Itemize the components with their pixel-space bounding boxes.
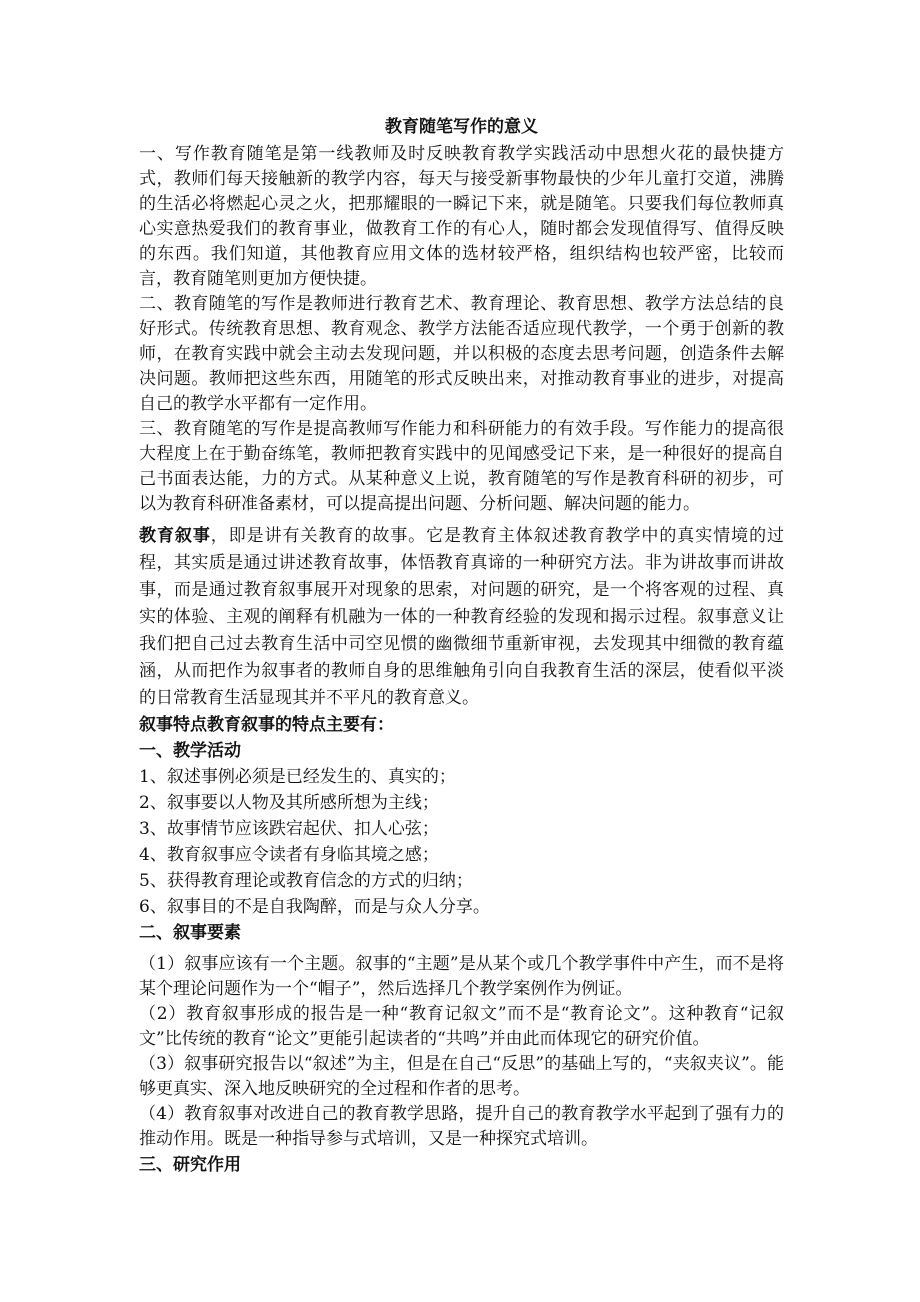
element-item-4: （4）教育叙事对改进自己的教育教学思路，提升自己的教育教学水平起到了强有力的推动作用。既是一种指导参与式培训，又是一种探究式培训。 xyxy=(139,1104,784,1149)
element-item-1: （1）叙事应该有一个主题。叙事的“主题”是从某个或几个教学事件中产生，而不是将某个理论问题作为一个“帽子”，然后选择几个教学案例作为例证。 xyxy=(139,954,784,999)
intro-paragraph-1: 一、写作教育随笔是第一线教师及时反映教育教学实践活动中思想火花的最快捷方式，教师们每天接触新的教学内容，每天与接受新事物最快的少年儿童打交道，沸腾的生活必将燃起心灵之火，把那耀眼的一瞬记下来，就是随笔。只要我们每位教师真心实意热爱我们的教育事业，做教育工作的有心人，随时都会发现值得写、值得反映的东西。我们知道，其他教育应用文体的选材较严格，组织结构也较严密，比较而言，教育随笔则更加方便快捷。 xyxy=(139,144,784,289)
section-1-heading: 一、教学活动 xyxy=(139,741,241,761)
section-2-heading: 二、叙事要素 xyxy=(139,923,241,943)
feature-item-3: 3、故事情节应该跌宕起伏、扣人心弦； xyxy=(139,819,439,839)
features-heading: 叙事特点教育叙事的特点主要有： xyxy=(139,715,394,735)
element-item-3: （3）叙事研究报告以“叙述”为主，但是在自己“反思”的基础上写的，“夹叙夹议”。能够更真实、深入地反映研究的全过程和作者的思考。 xyxy=(139,1054,784,1099)
feature-item-1: 1、叙述事例必须是已经发生的、真实的； xyxy=(139,767,456,787)
element-item-2: （2）教育叙事形成的报告是一种“教育记叙文”而不是“教育论文”。这种教育“记叙文”比传统的教育“论文”更能引起读者的“共鸣”并由此而体现它的研究价值。 xyxy=(139,1004,784,1049)
intro-paragraph-2: 二、教育随笔的写作是教师进行教育艺术、教育理论、教育思想、教学方法总结的良好形式。传统教育思想、教育观念、教学方法能否适应现代教学，一个勇于创新的教师，在教育实践中就会主动去发现问题，并以积极的态度去思考问题，创造条件去解决问题。教师把这些东西，用随笔的形式反映出来，对推动教育事业的进步，对提高自己的教学水平都有一定作用。 xyxy=(139,294,784,414)
intro-paragraph-3: 三、教育随笔的写作是提高教师写作能力和科研能力的有效手段。写作能力的提高很大程度上在于勤奋练笔，教师把教育实践中的见闻感受记下来，是一种很好的提高自己书面表达能，力的方式。从某种意义上说，教育随笔的写作是教育科研的初步，可以为教育科研准备素材，可以提高提出问题、分析问题、解决问题的能力。 xyxy=(139,419,784,514)
narrative-paragraph xyxy=(139,523,784,712)
feature-item-6: 6、叙事目的不是自我陶醉，而是与众人分享。 xyxy=(139,897,490,917)
section-3-heading: 三、研究作用 xyxy=(139,1155,241,1175)
feature-item-2: 2、叙事要以人物及其所感所想为主线； xyxy=(139,793,439,813)
narrative-term: 教育叙事 xyxy=(139,526,211,546)
feature-item-5: 5、获得教育理论或教育信念的方式的归纳； xyxy=(139,871,473,891)
feature-item-4: 4、教育叙事应令读者有身临其境之感； xyxy=(139,845,439,865)
narrative-text: ，即是讲有关教育的故事。它是教育主体叙述教育教学中的真实情境的过程，其实质是通过讲述教育故事，体悟教育真谛的一种研究方法。非为讲故事而讲故事，而是通过教育叙事展开对现象的思索，对问题的研究，是一个将客观的过程、真实的体验、主观的阐释有机融为一体的一种教育经验的发现和揭示过程。叙事意义让我们把自己过去教育生活中司空见惯的幽微细节重新审视，去发现其中细微的教育蕴涵，从而把作为叙事者的教师自身的思维触角引向自我教育生活的深层，使看似平淡的日常教育生活显现其并不平凡的教育意义。 xyxy=(139,526,785,708)
document-page xyxy=(139,112,784,1178)
document-title: 教育随笔写作的意义 xyxy=(385,117,538,137)
